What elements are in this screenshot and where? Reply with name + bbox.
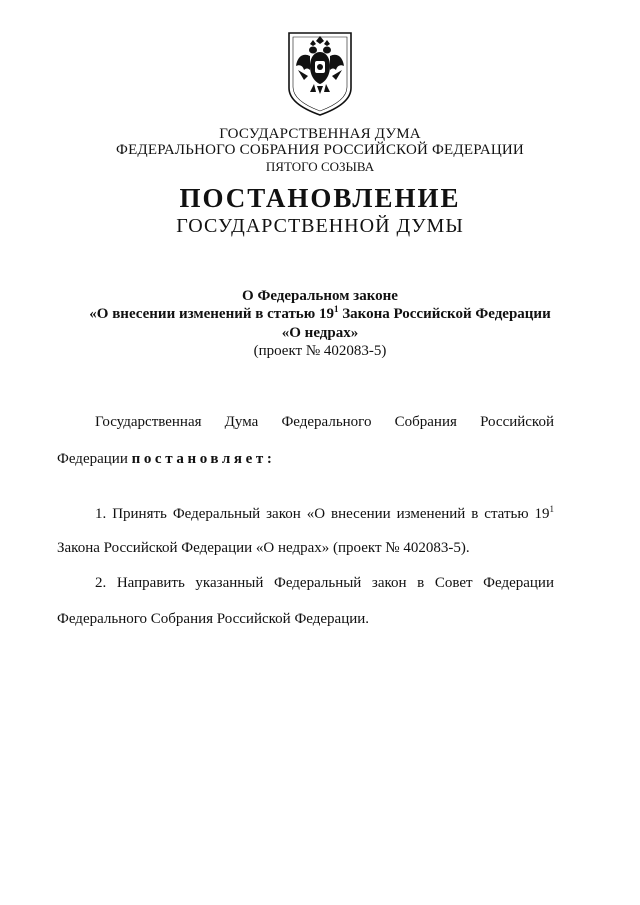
- document-type: ПОСТАНОВЛЕНИЕ: [179, 183, 461, 213]
- item-2-line-2: Федерального Собрания Российской Федерации.: [57, 611, 370, 627]
- parliament-name: ФЕДЕРАЛЬНОГО СОБРАНИЯ РОССИЙСКОЙ ФЕДЕРАЦИИ: [116, 142, 524, 158]
- preamble-federation: Федерации: [57, 451, 128, 467]
- preamble-line-2: [57, 441, 554, 477]
- item-1-line-1: [57, 496, 554, 532]
- subject-line-3: «О недрах»: [281, 325, 359, 341]
- subject-article-superscript: 1: [333, 304, 339, 314]
- document-issuer: ГОСУДАРСТВЕННОЙ ДУМЫ: [176, 215, 464, 237]
- preamble-verb: постановляет:: [131, 451, 276, 467]
- subject-line-2: [0, 306, 640, 323]
- issuer-name: ГОСУДАРСТВЕННАЯ ДУМА: [219, 126, 421, 142]
- russian-coat-of-arms-icon: [286, 30, 354, 118]
- item-1-superscript: 1: [549, 504, 554, 514]
- preamble-line-1: Государственная Дума Федерального Собрания Российской: [95, 414, 554, 430]
- item-2-line-1: 2. Направить указанный Федеральный закон в Совет Федерации: [95, 575, 554, 591]
- item-1-line-2: Закона Российской Федерации «О недрах» (проект № 402083-5).: [57, 540, 470, 556]
- convocation: ПЯТОГО СОЗЫВА: [265, 159, 375, 174]
- subject-line-2-before: «О внесении изменений в статью 19: [89, 306, 334, 322]
- project-number: (проект № 402083-5): [253, 343, 387, 359]
- subject-line-1: О Федеральном законе: [242, 288, 398, 304]
- subject-line-2-after: Закона Российской Федерации: [338, 306, 551, 322]
- item-1-text: 1. Принять Федеральный закон «О внесении изменений в статью 19: [95, 506, 550, 522]
